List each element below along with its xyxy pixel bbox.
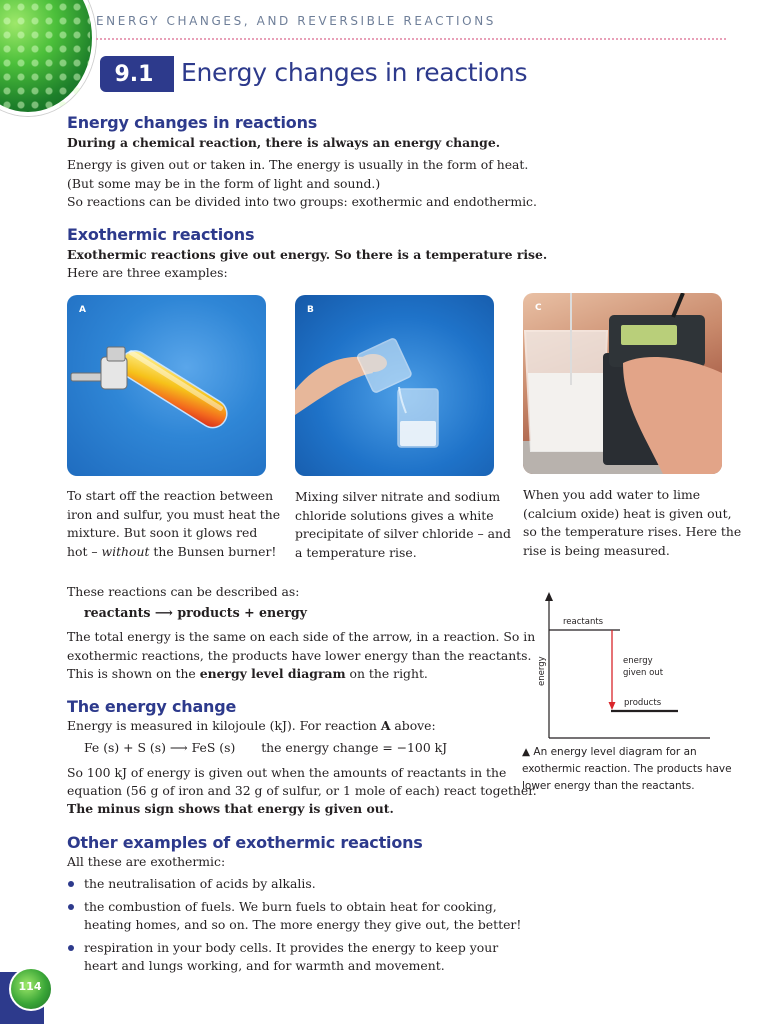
energy-given-out-arrowhead bbox=[609, 702, 616, 710]
corner-dot-pattern bbox=[0, 0, 90, 110]
caption-a-line: mixture. But soon it glows red bbox=[67, 525, 258, 540]
heading-energy-changes: Energy changes in reactions bbox=[67, 113, 318, 132]
caption-b-line: a temperature rise. bbox=[295, 544, 417, 560]
described-line-1: These reactions can be described as: bbox=[67, 584, 300, 599]
caption-a-line bbox=[67, 543, 280, 562]
caption-c-line: (calcium oxide) heat is given out, bbox=[523, 505, 732, 521]
caption-c-line: When you add water to lime bbox=[523, 487, 701, 502]
energy-level-diagram-svg bbox=[520, 588, 720, 743]
caption-c-line: rise is being measured. bbox=[523, 542, 670, 558]
described-text: This is shown on the bbox=[67, 666, 200, 681]
list-item-continuation: heating homes, and so on. The more energy they give out, the better! bbox=[84, 917, 522, 932]
exothermic-bold-line: Exothermic reactions give out energy. So there is a temperature rise. bbox=[67, 247, 548, 262]
page-title: Energy changes in reactions bbox=[181, 58, 528, 87]
energy-changes-line-3: So reactions can be divided into two groups: exothermic and endothermic. bbox=[67, 194, 537, 209]
diagram-products-label: products bbox=[624, 698, 662, 708]
exothermic-line-1: Here are three examples: bbox=[67, 265, 228, 280]
bullet-dot bbox=[68, 945, 74, 951]
photo-a-illustration bbox=[67, 295, 266, 476]
page-number: 114 bbox=[18, 980, 42, 993]
diagram-arrow-label-2: given out bbox=[623, 668, 664, 678]
energy-changes-line-2: (But some may be in the form of light and sound.) bbox=[67, 176, 381, 191]
diagram-reactants-label: reactants bbox=[563, 617, 604, 627]
photo-iron-sulfur bbox=[67, 295, 266, 476]
diagram-y-axis-arrowhead bbox=[545, 592, 553, 601]
caption-b-line: precipitate of silver chloride – and bbox=[295, 526, 511, 541]
energy-change-bold: A bbox=[380, 718, 391, 733]
described-line-2: The total energy is the same on each side of the arrow, in a reaction. So in bbox=[67, 629, 536, 644]
header-dotted-rule bbox=[96, 38, 726, 40]
caption-a-line: To start off the reaction between bbox=[67, 488, 274, 503]
energy-change-line-1 bbox=[67, 717, 507, 736]
caption-a-text: the Bunsen burner! bbox=[149, 543, 277, 559]
described-line-4 bbox=[67, 665, 507, 684]
photo-b-illustration bbox=[295, 295, 494, 476]
energy-changes-bold-line: During a chemical reaction, there is always an energy change. bbox=[67, 135, 501, 150]
caption-a bbox=[67, 487, 280, 561]
heading-energy-change: The energy change bbox=[67, 697, 237, 716]
caption-a-italic: without bbox=[101, 543, 150, 559]
bullet-dot bbox=[68, 881, 74, 887]
diagram-caption-line: exothermic reaction. The products have bbox=[522, 763, 732, 775]
chemical-equation-value: the energy change = −100 kJ bbox=[261, 740, 448, 755]
section-number-badge: 9.1 bbox=[100, 56, 168, 92]
photo-label-c: C bbox=[535, 303, 542, 313]
list-item-continuation: heart and lungs working, and for warmth and movement. bbox=[84, 958, 445, 973]
photo-silver-chloride bbox=[295, 295, 494, 476]
heading-exothermic: Exothermic reactions bbox=[67, 225, 255, 244]
diagram-caption-line: ▲ An energy level diagram for an bbox=[522, 746, 697, 758]
photo-c-illustration bbox=[523, 293, 722, 474]
energy-change-line-2: So 100 kJ of energy is given out when the amounts of reactants in the bbox=[67, 765, 507, 780]
energy-changes-line-1: Energy is given out or taken in. The energy is usually in the form of heat. bbox=[67, 157, 529, 172]
diagram-caption-line: lower energy than the reactants. bbox=[522, 780, 695, 792]
caption-a-line: iron and sulfur, you must heat the bbox=[67, 506, 281, 522]
caption-b-line: Mixing silver nitrate and sodium bbox=[295, 489, 501, 504]
photo-label-b: B bbox=[307, 305, 314, 315]
caption-b-line: chloride solutions gives a white bbox=[295, 507, 494, 523]
bullet-dot bbox=[68, 904, 74, 910]
energy-change-text: Energy is measured in kilojoule (kJ). For reaction bbox=[67, 718, 381, 733]
diagram-axis-label: energy bbox=[537, 656, 547, 686]
chemical-equation-text: Fe (s) + S (s) ⟶ FeS (s) bbox=[84, 740, 236, 755]
photo-lime-water bbox=[523, 293, 722, 474]
list-item: the neutralisation of acids by alkalis. bbox=[84, 876, 316, 891]
other-examples-intro: All these are exothermic: bbox=[67, 854, 226, 869]
energy-change-text: above: bbox=[390, 718, 436, 733]
chapter-header: ENERGY CHANGES, AND REVERSIBLE REACTIONS bbox=[96, 14, 497, 28]
list-item: respiration in your body cells. It provides the energy to keep your bbox=[84, 940, 499, 955]
heading-other-examples: Other examples of exothermic reactions bbox=[67, 833, 423, 852]
chemical-equation bbox=[84, 740, 447, 755]
list-item: the combustion of fuels. We burn fuels to obtain heat for cooking, bbox=[84, 899, 497, 914]
energy-change-line-4: The minus sign shows that energy is given out. bbox=[67, 801, 394, 816]
word-equation: reactants ⟶ products + energy bbox=[84, 605, 307, 620]
energy-level-diagram bbox=[520, 588, 720, 743]
caption-c bbox=[523, 486, 741, 560]
caption-c-line: so the temperature rises. Here the bbox=[523, 524, 742, 539]
diagram-caption bbox=[522, 744, 732, 795]
described-text: on the right. bbox=[345, 666, 428, 681]
described-bold: energy level diagram bbox=[199, 666, 346, 681]
diagram-arrow-label-1: energy bbox=[623, 656, 653, 666]
caption-a-text: hot – bbox=[67, 543, 102, 559]
energy-change-line-3: equation (56 g of iron and 32 g of sulfur, or 1 mole of each) react together. bbox=[67, 783, 537, 798]
section-badge-tail bbox=[168, 56, 174, 92]
photo-label-a: A bbox=[79, 305, 86, 315]
described-line-3: exothermic reactions, the products have lower energy than the reactants. bbox=[67, 648, 532, 663]
caption-b bbox=[295, 488, 511, 562]
